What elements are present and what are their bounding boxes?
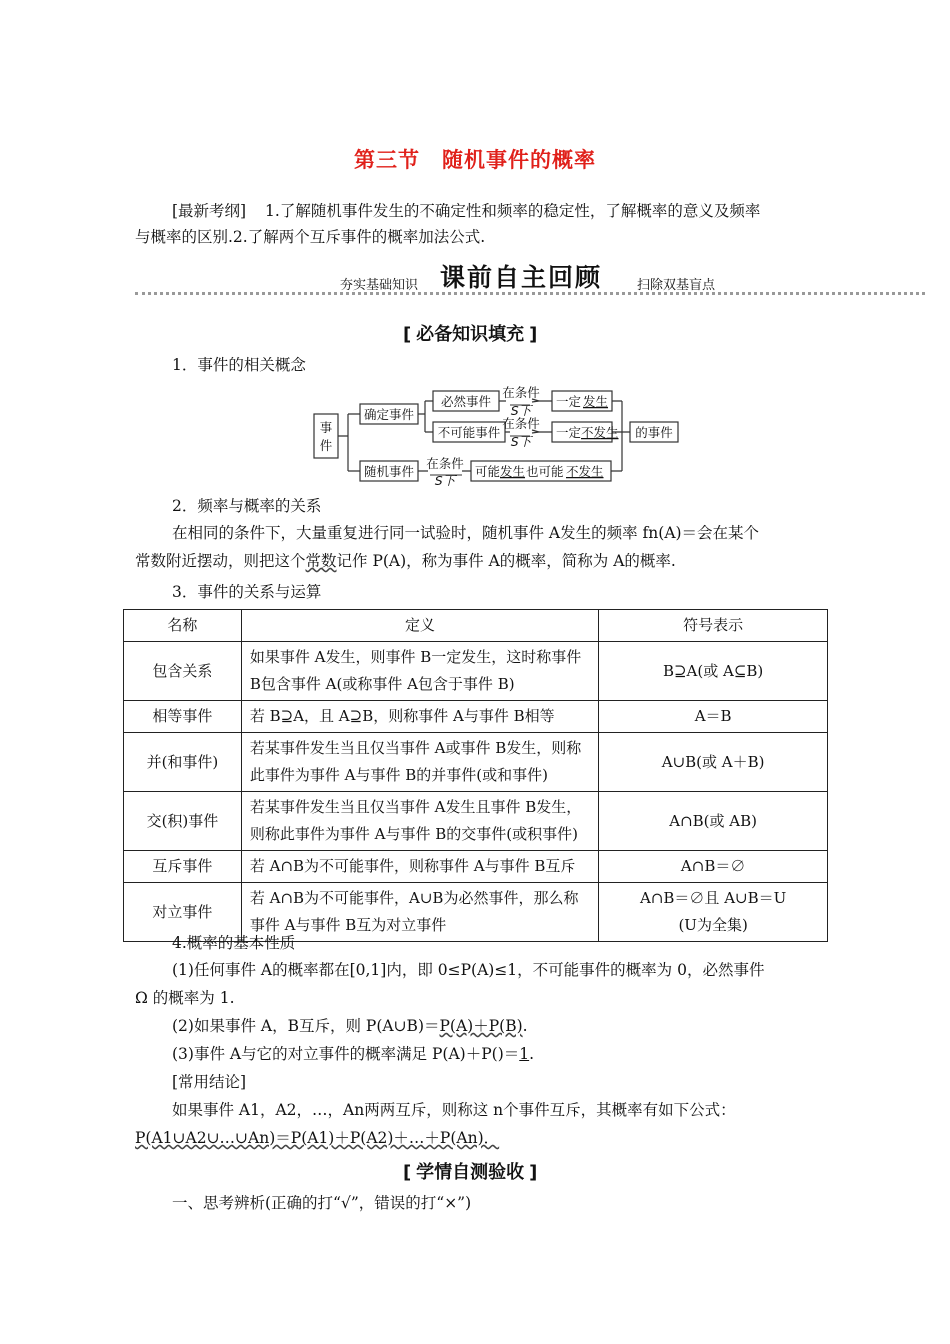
diagram-imp-result-b: 不发生 xyxy=(581,425,619,440)
item4-p1-line-1: (1)任何事件 A的概率都在[0,1]内，即 0≤P(A)≤1，不可能事件的概率为 0，必然事件 xyxy=(172,961,765,979)
item4-blank-sum: P(A)＋P(B) xyxy=(439,1017,523,1035)
banner-center: 课前自主回顾 xyxy=(440,263,603,292)
table-row xyxy=(124,851,828,883)
table-row xyxy=(124,642,828,701)
diagram-sure-result-b: 发生 xyxy=(583,394,609,409)
diagram-cond-3a: 在条件 xyxy=(426,456,464,471)
table-cell-symbol: A＝B xyxy=(599,701,828,733)
event-relation-table xyxy=(123,609,828,942)
table-row xyxy=(124,701,828,733)
table-cell-name: 对立事件 xyxy=(124,883,242,942)
table-cell-symbol: A∩B＝∅ xyxy=(599,851,828,883)
table-cell-def: 若 A∩B为不可能事件，A∪B为必然事件，那么称 事件 A与事件 B互为对立事件 xyxy=(241,883,598,942)
diagram-certain: 确定事件 xyxy=(363,407,415,422)
diagram-cond-2b: S下 xyxy=(510,434,532,449)
section-title-selftest: 学情自测验收 xyxy=(416,1162,525,1183)
item2-line-1: 在相同的条件下，大量重复进行同一试验时，随机事件 A发生的频率 fn(A)＝会在某个 xyxy=(172,524,760,542)
table-cell-def: 若 B⊇A，且 A⊇B，则称事件 A与事件 B相等 xyxy=(241,701,598,733)
item2-blank-constant: 常数 xyxy=(305,552,337,570)
table-cell-name: 相等事件 xyxy=(124,701,242,733)
page-title: 第三节 随机事件的概率 xyxy=(354,148,596,172)
item2-line-2: 常数附近摆动，则把这个常数记作 P(A)，称为事件 A的概率，简称为 A的概率. xyxy=(135,552,676,570)
table-header-row xyxy=(124,610,828,642)
diagram-random-b: 发生 xyxy=(500,464,526,479)
table-row xyxy=(124,792,828,851)
item1-heading: 1．事件的相关概念 xyxy=(172,356,306,374)
diagram-cond-3b: S下 xyxy=(434,473,456,488)
outline-line-2: 与概率的区别.2.了解两个互斥事件的概率加法公式. xyxy=(135,228,486,246)
item3-heading: 3．事件的关系与运算 xyxy=(172,583,322,601)
table-cell-name: 互斥事件 xyxy=(124,851,242,883)
item4-p1-line-2: Ω 的概率为 1. xyxy=(135,989,235,1007)
table-cell-name: 交(积)事件 xyxy=(124,792,242,851)
item2-heading: 2．频率与概率的关系 xyxy=(172,497,322,515)
diagram-random-c: 也可能 xyxy=(526,464,564,479)
diagram-impossible: 不可能事件 xyxy=(437,425,501,440)
item4-p3: (3)事件 A与它的对立事件的概率满足 P(A)＋P()＝1. xyxy=(172,1045,535,1063)
table-cell-def: 若某事件发生当且仅当事件 A或事件 B发生，则称 此事件为事件 A与事件 B的并事件(或和事件) xyxy=(241,733,598,792)
item4-heading: 4.概率的基本性质 xyxy=(172,934,296,952)
conclusion-label: [常用结论] xyxy=(172,1073,247,1091)
outline-text-1: 1.了解随机事件发生的不确定性和频率的稳定性，了解概率的意义及频率 xyxy=(265,202,761,220)
conclusion-line-1: 如果事件 A1，A2，…，An两两互斥，则称这 n个事件互斥，其概率有如下公式： xyxy=(172,1101,736,1119)
table-cell-symbol: A∩B＝∅且 A∪B＝U (U为全集) xyxy=(599,883,828,942)
table-header-def: 定义 xyxy=(241,610,598,642)
diagram-imp-result-a: 一定 xyxy=(556,425,582,440)
table-cell-symbol: A∪B(或 A＋B) xyxy=(599,733,828,792)
item4-blank-one: 1 xyxy=(519,1045,530,1063)
table-cell-name: 包含关系 xyxy=(124,642,242,701)
table-row xyxy=(124,733,828,792)
table-cell-def: 如果事件 A发生，则事件 B一定发生，这时称事件 B包含事件 A(或称事件 A包含于事件 B) xyxy=(241,642,598,701)
diagram-cond-1b: S下 xyxy=(510,403,532,418)
banner-left: 夯实基础知识 xyxy=(340,278,419,293)
banner-rule xyxy=(135,292,925,295)
exercise-line-1: 一、思考辨析(正确的打“√”，错误的打“×”) xyxy=(172,1194,472,1212)
event-concept-diagram xyxy=(310,382,690,492)
diagram-cond-1a: 在条件 xyxy=(502,385,540,400)
section-heading-knowledge: [ 必备知识填充 ] xyxy=(403,324,538,345)
section-heading-selftest: [ 学情自测验收 ] xyxy=(403,1162,538,1183)
table-cell-name: 并(和事件) xyxy=(124,733,242,792)
diagram-cond-2a: 在条件 xyxy=(502,416,540,431)
table-cell-symbol: A∩B(或 AB) xyxy=(599,792,828,851)
diagram-root-top: 事 xyxy=(319,420,333,435)
diagram-sure-result-a: 一定 xyxy=(556,394,582,409)
outline-label: [最新考纲] xyxy=(172,202,247,220)
table-header-symbol: 符号表示 xyxy=(599,610,828,642)
diagram-suffix: 的事件 xyxy=(635,425,673,440)
banner-right: 扫除双基盲点 xyxy=(637,278,716,293)
section-title-knowledge: 必备知识填充 xyxy=(416,324,525,345)
diagram-root-bottom: 件 xyxy=(319,438,333,453)
item4-p2: (2)如果事件 A，B互斥，则 P(A∪B)＝P(A)＋P(B). xyxy=(172,1017,528,1035)
table-cell-def: 若某事件发生当且仅当事件 A发生且事件 B发生， 则称此事件为事件 A与事件 B的交事件(或积事件) xyxy=(241,792,598,851)
diagram-random: 随机事件 xyxy=(363,464,415,479)
diagram-sure: 必然事件 xyxy=(440,394,492,409)
table-cell-def: 若 A∩B为不可能事件，则称事件 A与事件 B互斥 xyxy=(241,851,598,883)
table-header-name: 名称 xyxy=(124,610,242,642)
table-cell-symbol: B⊇A(或 A⊆B) xyxy=(599,642,828,701)
conclusion-formula: P(A1∪A2∪…∪An)＝P(A1)＋P(A2)＋…＋P(An)． xyxy=(135,1129,500,1147)
diagram-random-d: 不发生 xyxy=(566,464,604,479)
diagram-random-a: 可能 xyxy=(475,464,501,479)
